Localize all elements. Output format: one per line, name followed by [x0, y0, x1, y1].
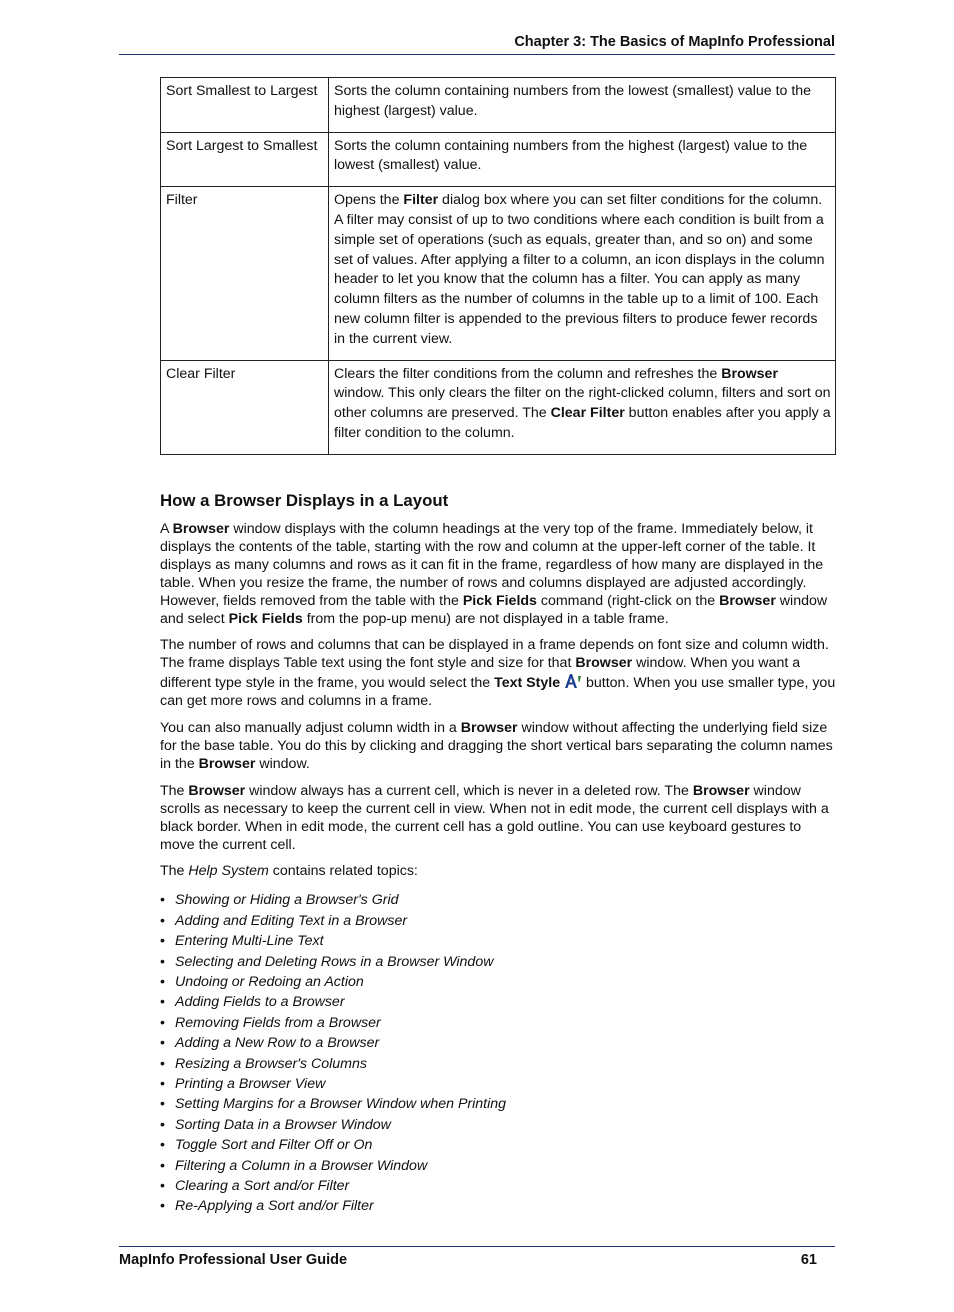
table-row: [161, 187, 836, 360]
list-item[interactable]: • Adding a New Row to a Browser: [160, 1035, 380, 1052]
list-item[interactable]: • Removing Fields from a Browser: [160, 1014, 381, 1031]
list-item[interactable]: • Showing or Hiding a Browser's Grid: [160, 892, 399, 909]
paragraph: A Browser window displays with the column headings at the very top of the frame. Immediately below, it displays the contents of the table, starting with the row and column at the upper-left corner of the table. It displays as many columns and rows as it can fit in the frame, regardless of how many are displayed in the table. When you resize the frame, the number of rows and columns displayed are adjusted accordingly. However, fields removed from the table with the Pick Fields command (right-click on the Browser window and select Pick Fields from the pop-up menu) are not displayed in a table frame.: [160, 521, 828, 627]
list-item[interactable]: • Resizing a Browser's Columns: [160, 1055, 367, 1072]
list-item[interactable]: • Selecting and Deleting Rows in a Browser Window: [160, 953, 494, 970]
command-name: Sort Smallest to Largest: [161, 78, 329, 133]
paragraph: The Help System contains related topics:: [160, 863, 418, 880]
table-row: [161, 132, 836, 187]
paragraph: You can also manually adjust column width in a Browser window without affecting the underlying field size for the base table. You do this by clicking and dragging the short vertical bars separating the column names in the Browser window.: [160, 720, 833, 772]
context-menu-commands-table: [160, 77, 836, 455]
command-description: Clears the filter conditions from the column and refreshes the Browser window. This only clears the filter on the right-clicked column, filters and sort on other columns are preserved. The Clear Filter button enables after you apply a filter condition to the column.: [329, 360, 836, 454]
list-item[interactable]: • Entering Multi-Line Text: [160, 933, 324, 950]
list-item[interactable]: • Undoing or Redoing an Action: [160, 973, 364, 990]
command-description: Sorts the column containing numbers from the highest (largest) value to the lowest (smallest) value.: [329, 132, 836, 187]
page-footer: [119, 1246, 835, 1269]
list-item[interactable]: • Sorting Data in a Browser Window: [160, 1116, 391, 1133]
paragraph: The number of rows and columns that can be displayed in a frame depends on font size and column width. The frame displays Table text using the font style and size for that Browser window. When you want a different type style in the frame, you would select the Text Style button. When you use smaller type, you can get more rows and columns in a frame.: [160, 637, 836, 710]
list-item[interactable]: • Clearing a Sort and/or Filter: [160, 1178, 350, 1194]
guide-title: MapInfo Professional User Guide: [119, 1252, 348, 1268]
list-item[interactable]: • Toggle Sort and Filter Off or On: [160, 1137, 373, 1154]
table-row: [161, 360, 836, 454]
table-row: [161, 78, 836, 133]
browser-layout-section: [160, 490, 836, 1217]
chapter-title: Chapter 3: The Basics of MapInfo Professional: [514, 34, 835, 50]
list-item[interactable]: • Re-Applying a Sort and/or Filter: [160, 1198, 374, 1215]
page-number: 61: [800, 1252, 817, 1268]
command-description: Sorts the column containing numbers from the lowest (smallest) value to the highest (largest) value.: [329, 78, 836, 133]
page-header: [119, 34, 835, 55]
list-item[interactable]: • Printing a Browser View: [160, 1075, 326, 1092]
command-name: Filter: [161, 187, 329, 360]
text-style-icon: [564, 673, 582, 689]
paragraph: The Browser window always has a current cell, which is never in a deleted row. The Browser window scrolls as necessary to keep the current cell in view. When not in edit mode, the current cell displays with a black border. When in edit mode, the current cell has a gold outline. You can use keyboard gestures to move the current cell.: [160, 782, 829, 853]
command-name: Sort Largest to Smallest: [161, 132, 329, 187]
list-item[interactable]: • Adding Fields to a Browser: [160, 994, 345, 1011]
command-name: Clear Filter: [161, 360, 329, 454]
list-item[interactable]: • Adding and Editing Text in a Browser: [160, 912, 408, 929]
section-heading: How a Browser Displays in a Layout: [160, 491, 449, 510]
list-item[interactable]: • Filtering a Column in a Browser Window: [160, 1157, 428, 1174]
related-topics-list: [160, 890, 836, 1217]
list-item[interactable]: • Setting Margins for a Browser Window when Printing: [160, 1096, 507, 1113]
command-description: Opens the Filter dialog box where you can set filter conditions for the column. A filter may consist of up to two conditions where each condition is built from a simple set of operations (such as equals, greater than, and so on) and some set of values. After applying a filter to a column, an icon displays in the column header to let you know that the column has a filter. You can apply as many column filters as the number of columns in the table up to a limit of 100. Each new column filter is appended to the previous filters to produce fewer records in the current view.: [329, 187, 836, 360]
